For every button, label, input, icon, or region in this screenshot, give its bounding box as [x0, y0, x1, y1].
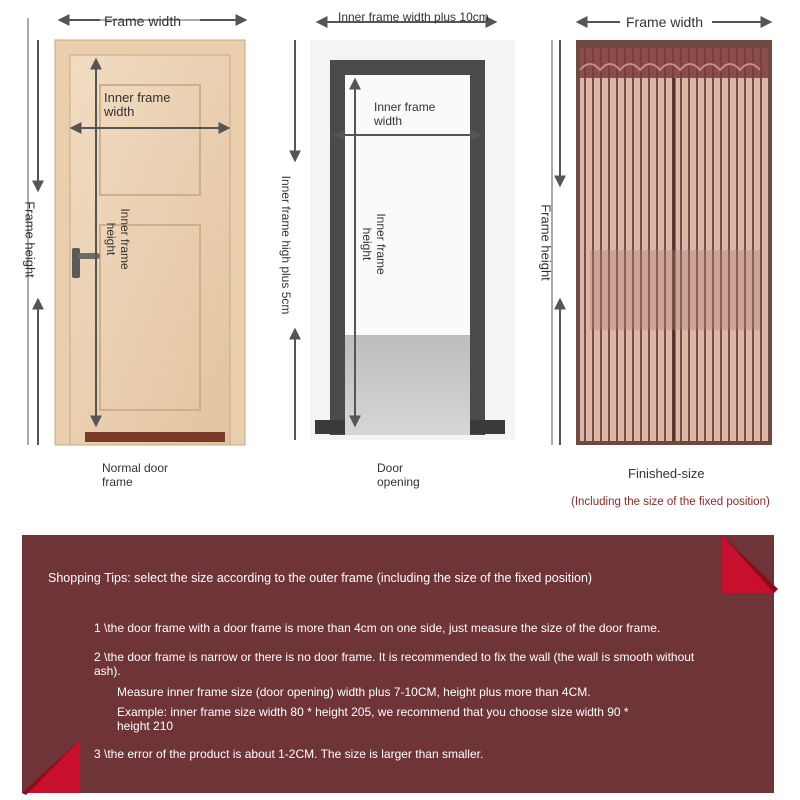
tip-item-3: 3 \the error of the product is about 1-2CM. The size is larger than smaller. [94, 747, 484, 761]
inner-frame-height-label: Inner frame height [104, 208, 132, 270]
normal-door-frame-caption: Normal door frame [102, 461, 169, 489]
decorative-corner-bottom-left [22, 740, 80, 795]
tip-item-1: 1 \the door frame with a door frame is more than 4cm on one side, just measure the size of the door frame. [94, 621, 661, 635]
tip-item-2: 2 \the door frame is narrow or there is no door frame. It is recommended to fix the wall (the wall is smooth without ash). [94, 650, 695, 678]
finished-size-caption: Finished-size [628, 466, 705, 481]
door-opening-caption: Door opening [377, 461, 420, 489]
frame-height-label: Frame height [22, 201, 38, 278]
inner-frame-width-label: Inner frame width [104, 90, 171, 119]
frame-width-label-2: Frame width [626, 14, 704, 30]
frame-width-label: Frame width [104, 13, 182, 29]
door-handle-icon [72, 248, 80, 278]
fixed-position-note: (Including the size of the fixed position) [571, 496, 770, 508]
tips-heading: Shopping Tips: select the size according to the outer frame (including the size of the fixed position) [48, 571, 593, 585]
inner-frame-high-plus-label: Inner frame high plus 5cm [279, 175, 293, 315]
frame-height-label-2: Frame height [538, 204, 554, 281]
shopping-tips-panel [22, 535, 774, 793]
tip-example: Example: inner frame size width 80 * height 205, we recommend that you choose size width 90 * height 210 [117, 705, 629, 733]
inner-frame-width-plus-label: Inner frame width plus 10cm [338, 10, 489, 24]
inner-frame-height-label-2: Inner frame height [360, 213, 388, 275]
tip-measure: Measure inner frame size (door opening) width plus 7-10CM, height plus more than 4CM. [117, 685, 591, 699]
decorative-corner-top-right [722, 535, 778, 593]
inner-frame-width-label-2: Inner frame width [374, 100, 436, 128]
screen-door-curtain-illustration [576, 40, 772, 445]
